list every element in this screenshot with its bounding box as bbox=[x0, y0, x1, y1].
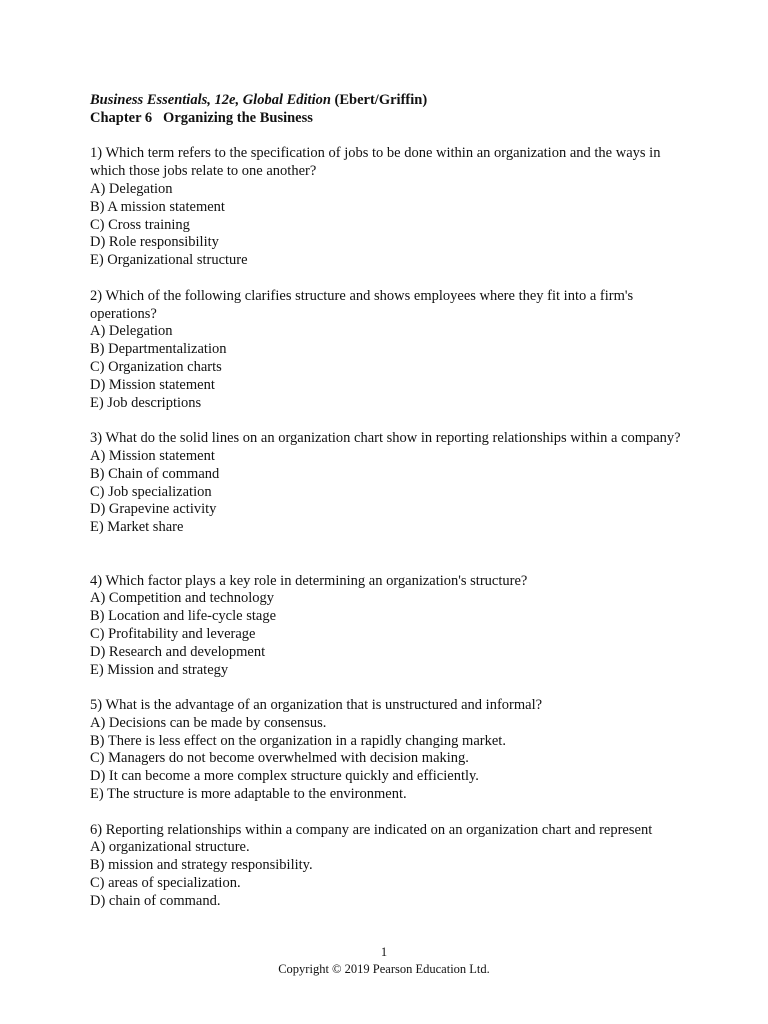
answer-option: D) chain of command. bbox=[90, 892, 221, 909]
answer-option: E) Job descriptions bbox=[90, 394, 202, 411]
answer-option: B) Location and life-cycle stage bbox=[90, 608, 277, 625]
question-stem: 5) What is the advantage of an organization that is unstructured and informal? bbox=[90, 697, 543, 714]
answer-option: D) Role responsibility bbox=[90, 234, 219, 251]
copyright-notice: Copyright © 2019 Pearson Education Ltd. bbox=[278, 962, 490, 976]
page-footer bbox=[0, 944, 768, 978]
answer-option: A) organizational structure. bbox=[90, 839, 250, 856]
question-stem: 4) Which factor plays a key role in determining an organization's structure? bbox=[90, 572, 528, 589]
answer-option: D) It can become a more complex structure quickly and efficiently. bbox=[90, 768, 479, 785]
answer-option: C) Organization charts bbox=[90, 358, 222, 375]
answer-option: A) Mission statement bbox=[90, 447, 215, 464]
answer-option: A) Decisions can be made by consensus. bbox=[90, 714, 327, 731]
answer-option: D) Mission statement bbox=[90, 376, 215, 393]
answer-option: A) Delegation bbox=[90, 180, 173, 197]
page-content bbox=[90, 92, 690, 911]
answer-option: A) Delegation bbox=[90, 323, 173, 340]
book-title: Business Essentials, 12e, Global Edition bbox=[90, 92, 331, 108]
answer-option: E) Mission and strategy bbox=[90, 661, 229, 678]
question-6 bbox=[90, 822, 690, 911]
answer-option: B) A mission statement bbox=[90, 198, 225, 215]
answer-option: B) Departmentalization bbox=[90, 341, 227, 358]
answer-option: A) Competition and technology bbox=[90, 590, 275, 607]
answer-option: D) Grapevine activity bbox=[90, 501, 217, 518]
question-5 bbox=[90, 697, 690, 804]
answer-option: C) Cross training bbox=[90, 216, 190, 233]
answer-option: B) mission and strategy responsibility. bbox=[90, 857, 313, 874]
question-3 bbox=[90, 430, 690, 537]
question-stem: 1) Which term refers to the specification of jobs to be done within an organization and the ways in which those jobs relate to one another? bbox=[90, 145, 661, 180]
question-stem: 6) Reporting relationships within a company are indicated on an organization chart and represent bbox=[90, 821, 653, 838]
chapter-title: Chapter 6 Organizing the Business bbox=[90, 109, 313, 126]
answer-option: B) Chain of command bbox=[90, 465, 220, 482]
answer-option: C) Profitability and leverage bbox=[90, 625, 256, 642]
question-stem: 3) What do the solid lines on an organization chart show in reporting relationships within a company? bbox=[90, 430, 681, 447]
book-title-line bbox=[90, 92, 690, 110]
page-number: 1 bbox=[380, 945, 388, 959]
answer-option: C) Managers do not become overwhelmed with decision making. bbox=[90, 750, 469, 767]
question-2 bbox=[90, 288, 690, 413]
question-stem: 2) Which of the following clarifies structure and shows employees where they fit into a firm's operations? bbox=[90, 287, 634, 322]
answer-option: E) Organizational structure bbox=[90, 252, 248, 269]
question-1 bbox=[90, 145, 690, 270]
answer-option: C) areas of specialization. bbox=[90, 875, 241, 892]
answer-option: B) There is less effect on the organization in a rapidly changing market. bbox=[90, 732, 506, 749]
answer-option: D) Research and development bbox=[90, 643, 266, 660]
document-header bbox=[90, 92, 690, 128]
answer-option: C) Job specialization bbox=[90, 483, 212, 500]
answer-option: E) The structure is more adaptable to the environment. bbox=[90, 786, 407, 803]
answer-option: E) Market share bbox=[90, 519, 184, 536]
question-4 bbox=[90, 573, 690, 680]
book-authors: (Ebert/Griffin) bbox=[334, 92, 428, 108]
